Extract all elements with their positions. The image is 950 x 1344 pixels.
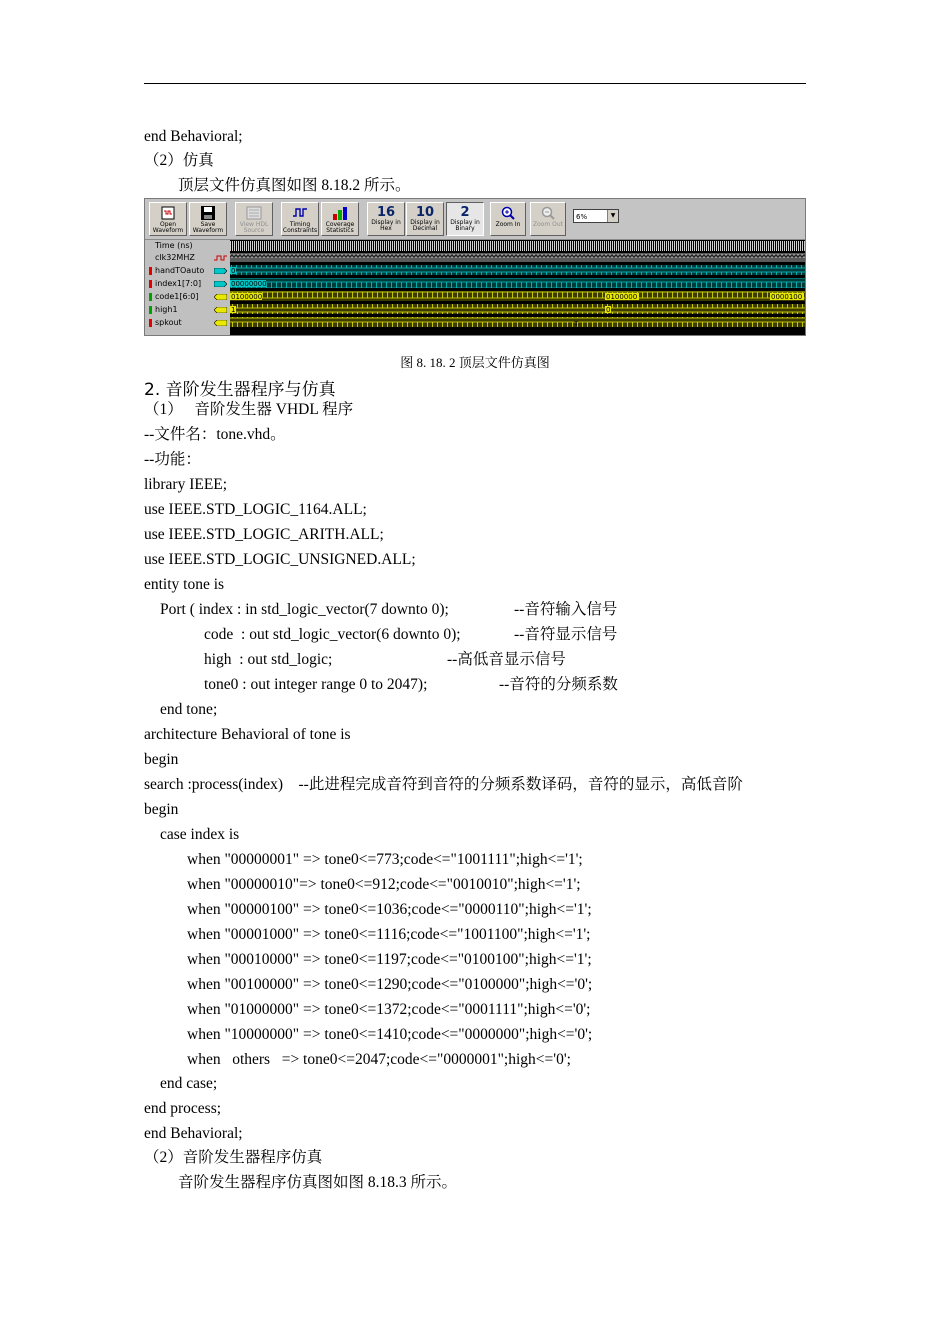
waveform-canvas xyxy=(230,240,806,335)
code-line: when "00000010"=> tone0<=912;code<="0010010";high<='1'; xyxy=(187,876,581,893)
code-line: when others => tone0<=2047;code<="0000001";high<='0'; xyxy=(187,1051,571,1068)
code-line: use IEEE.STD_LOGIC_UNSIGNED.ALL; xyxy=(144,551,416,568)
code-line: end Behavioral; xyxy=(144,1125,243,1142)
header-rule xyxy=(144,83,806,84)
text-line: （2）仿真 xyxy=(144,152,214,169)
text-line: （2）音阶发生器程序仿真 xyxy=(144,1149,323,1166)
output-port-icon xyxy=(214,320,227,326)
display-decimal-button[interactable]: 10 Display in Decimal xyxy=(406,202,444,236)
code-line: entity tone is xyxy=(144,576,225,593)
spkout-marker: T xyxy=(574,320,579,328)
input-port-icon xyxy=(214,281,227,287)
output-marker xyxy=(149,293,152,301)
code-line: --文件名：tone.vhd。 xyxy=(144,426,286,443)
text-line: 顶层文件仿真图如图 8.18.2 所示。 xyxy=(178,177,411,194)
view-hdl-source-button[interactable]: View HDL Source xyxy=(235,202,273,236)
text-line: （1） 音阶发生器 VHDL 程序 xyxy=(144,401,354,418)
signal-row-clk[interactable]: clk32MHZ xyxy=(147,252,229,264)
index1-wave xyxy=(230,278,806,288)
signal-name-panel xyxy=(147,240,229,335)
handtoauto-wave xyxy=(230,265,806,275)
section-heading: 2. 音阶发生器程序与仿真 xyxy=(144,380,336,400)
code-line: code : out std_logic_vector(6 downto 0); xyxy=(204,626,461,643)
code-line: when "01000000" => tone0<=1372;code<="0001111";high<='0'; xyxy=(187,1001,591,1018)
text-line: 音阶发生器程序仿真图如图 8.18.3 所示。 xyxy=(178,1174,458,1191)
zoom-in-button[interactable]: Zoom In xyxy=(490,202,526,236)
code-line: library IEEE; xyxy=(144,476,228,493)
zoom-out-icon xyxy=(540,206,556,220)
save-waveform-button[interactable]: Save Waveform xyxy=(189,202,227,236)
index1-value: 00000000 xyxy=(231,280,267,288)
signal-row-handtoauto[interactable]: handTOauto xyxy=(147,265,229,277)
code-line: use IEEE.STD_LOGIC_ARITH.ALL; xyxy=(144,526,384,543)
code-line: high : out std_logic; xyxy=(204,651,333,668)
code-line: when "00000100" => tone0<=1036;code<="0000110";high<='1'; xyxy=(187,901,592,918)
input-marker xyxy=(149,280,152,288)
input-marker xyxy=(149,267,152,275)
signal-row-code1[interactable]: code1[6:0] xyxy=(147,291,229,303)
code-line: use IEEE.STD_LOGIC_1164.ALL; xyxy=(144,501,367,518)
bar-chart-icon xyxy=(332,206,348,220)
time-ruler xyxy=(230,241,806,251)
clk32mhz-wave xyxy=(230,253,806,262)
handtoauto-value: 0 xyxy=(231,267,236,275)
coverage-statistics-button[interactable]: Coverage Statistics xyxy=(321,202,359,236)
display-hex-button[interactable]: 16 Display in Hex xyxy=(367,202,405,236)
code-comment: --高低音显示信号 xyxy=(447,651,566,668)
code-line: case index is xyxy=(160,826,240,843)
code-line: end case; xyxy=(160,1075,218,1092)
code-comment: --音符的分频系数 xyxy=(499,676,618,693)
signal-row-time: Time (ns) xyxy=(155,241,193,250)
open-waveform-icon xyxy=(160,206,176,220)
code1-value: 0100000 xyxy=(606,293,638,301)
input-port-icon xyxy=(214,268,227,274)
figure-caption: 图 8. 18. 2 顶层文件仿真图 xyxy=(400,355,550,370)
code1-value: 0000100 xyxy=(771,293,803,301)
output-marker xyxy=(149,306,152,314)
code-line: when "00010000" => tone0<=1197;code<="0100100";high<='1'; xyxy=(187,951,592,968)
output-port-icon xyxy=(214,294,227,300)
signal-row-index1[interactable]: index1[7:0] xyxy=(147,278,229,290)
hdl-source-icon xyxy=(246,206,262,220)
code-line: when "00001000" => tone0<=1116;code<="1001100";high<='1'; xyxy=(187,926,591,943)
display-binary-button[interactable]: 2 Display in Binary xyxy=(446,202,484,236)
code-line: search :process(index) --此进程完成音符到音符的分频系数译码，音符的显示，高低音阶 xyxy=(144,776,743,793)
code-line: begin xyxy=(144,751,179,768)
code1-wave xyxy=(230,291,806,301)
signal-row-spkout[interactable]: spkout xyxy=(147,317,229,329)
code-line: --功能： xyxy=(144,451,201,468)
code-line: architecture Behavioral of tone is xyxy=(144,726,351,743)
output-port-icon xyxy=(214,307,227,313)
zoom-out-button[interactable]: Zoom Out xyxy=(530,202,566,236)
code-line: end tone; xyxy=(160,701,218,718)
code-line: end process; xyxy=(144,1100,222,1117)
waveform-toolbar xyxy=(145,199,806,240)
timing-icon xyxy=(292,206,308,220)
code1-value: 0100000 xyxy=(231,293,263,301)
code-comment: --音符显示信号 xyxy=(514,626,618,643)
save-icon xyxy=(200,206,216,220)
open-waveform-button[interactable]: Open Waveform xyxy=(149,202,187,236)
zoom-level-select[interactable]: 6% ▼ xyxy=(573,209,619,223)
code-line: when "10000000" => tone0<=1410;code<="0000000";high<='0'; xyxy=(187,1026,593,1043)
code-line: begin xyxy=(144,801,179,818)
signal-row-high1[interactable]: high1 xyxy=(147,304,229,316)
clock-icon xyxy=(214,255,227,261)
code-line: when "00000001" => tone0<=773;code<="1001111";high<='1'; xyxy=(187,851,583,868)
spkout-wave xyxy=(230,317,806,327)
timing-constraints-button[interactable]: Timing Constraints xyxy=(281,202,319,236)
text-line: end Behavioral; xyxy=(144,128,243,145)
zoom-in-icon xyxy=(500,206,516,220)
high1-value: 1 xyxy=(231,306,236,314)
simulation-waveform-figure xyxy=(144,198,806,336)
chevron-down-icon: ▼ xyxy=(607,210,618,222)
code-comment: --音符输入信号 xyxy=(514,601,618,618)
high1-wave xyxy=(230,304,806,314)
input-marker xyxy=(149,319,152,327)
high1-value: 0 xyxy=(606,306,611,314)
code-line: when "00100000" => tone0<=1290;code<="0100000";high<='0'; xyxy=(187,976,593,993)
code-line: Port ( index : in std_logic_vector(7 downto 0); xyxy=(160,601,449,618)
code-line: tone0 : out integer range 0 to 2047); xyxy=(204,676,428,693)
